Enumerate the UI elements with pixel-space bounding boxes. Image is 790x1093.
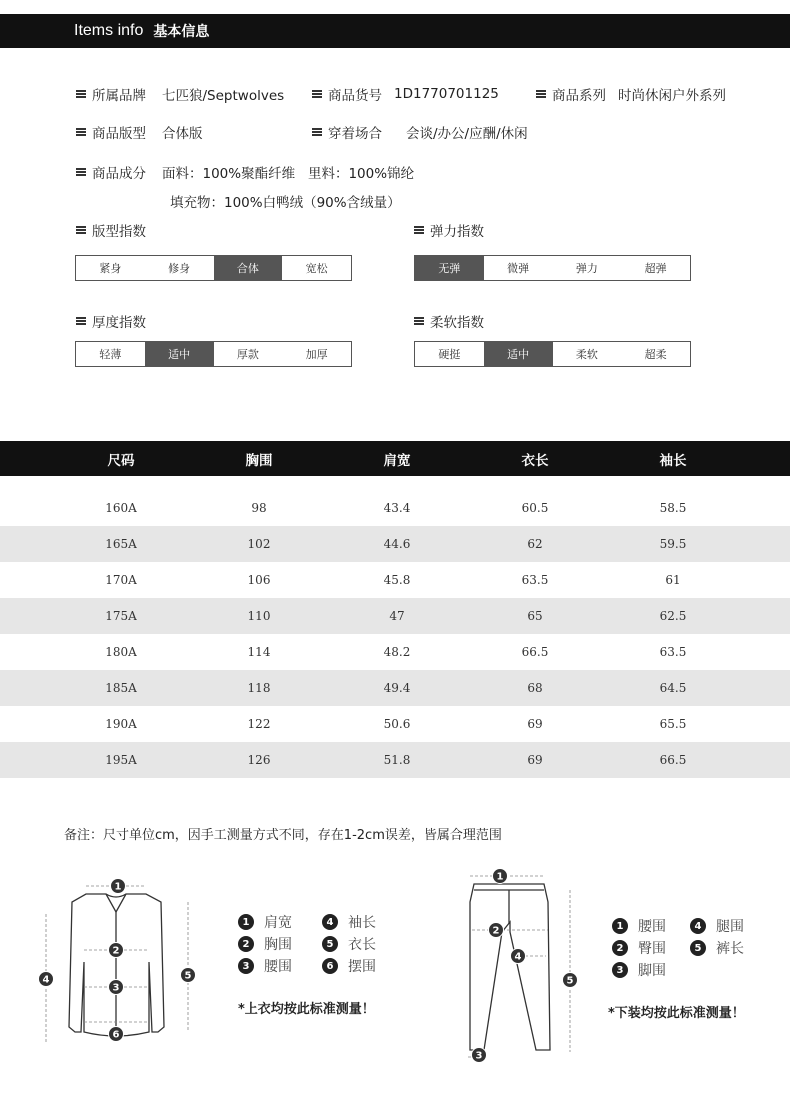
svg-text:4: 4: [514, 951, 522, 963]
table-cell: 69: [527, 717, 543, 731]
scale-option: 轻薄: [99, 348, 122, 361]
number-badge-icon: 6: [322, 958, 338, 974]
scale-option: 加厚: [305, 348, 328, 361]
table-cell: 106: [247, 573, 271, 587]
table-cell: 65: [527, 609, 543, 623]
measure-marker: [109, 980, 124, 995]
table-cell: 61: [665, 573, 681, 587]
svg-text:1: 1: [114, 881, 122, 893]
measure-marker: [511, 949, 526, 964]
legend-item: [322, 956, 376, 976]
legend-item: [690, 938, 744, 958]
legend-item: [322, 934, 376, 954]
brand-label: 所属品牌: [92, 88, 146, 104]
equals-icon: [536, 90, 546, 98]
header-length: 衣长: [521, 452, 549, 469]
table-cell: 122: [247, 717, 271, 731]
fit-value: 合体版: [162, 126, 203, 142]
table-cell: 45.8: [383, 573, 411, 587]
equals-icon: [76, 90, 86, 98]
material-line2: 填充物：100%白鸭绒（90%含绒量）: [170, 195, 401, 211]
table-cell: 102: [247, 537, 271, 551]
scale-option: 微弹: [507, 262, 530, 275]
table-cell: 110: [247, 609, 271, 623]
shirt-measurement-diagram: [36, 872, 206, 1047]
table-cell: 114: [247, 645, 271, 659]
table-cell: 51.8: [383, 753, 411, 767]
legend-label: 裤长: [716, 941, 744, 957]
svg-text:1: 1: [496, 871, 504, 883]
table-cell: 98: [251, 501, 267, 515]
header-sleeve: 袖长: [659, 452, 687, 469]
equals-icon: [414, 317, 424, 325]
table-row: [0, 526, 790, 562]
measure-marker: [111, 879, 126, 894]
table-cell: 68: [527, 681, 543, 695]
scale-option-active: 适中: [484, 342, 553, 366]
legend-label: 臀围: [638, 941, 666, 957]
legend-label: 胸围: [264, 937, 292, 953]
number-badge-icon: 5: [690, 940, 706, 956]
legend-label: 袖长: [348, 915, 376, 931]
size-table: [0, 441, 790, 778]
svg-text:2: 2: [112, 945, 120, 957]
top-standard-note: *上衣均按此标准测量！: [238, 1002, 375, 1017]
scale-option: 宽松: [305, 262, 328, 275]
measure-marker: [39, 972, 54, 987]
pants-markers: [472, 869, 578, 1063]
legend-label: 腿围: [716, 919, 744, 935]
number-badge-icon: 3: [612, 962, 628, 978]
table-cell: 118: [247, 681, 271, 695]
legend-label: 腰围: [264, 959, 292, 975]
scale-option: 柔软: [575, 348, 598, 361]
legend-item: [690, 916, 744, 936]
scale-fit-index: [75, 255, 352, 281]
legend-label: 肩宽: [264, 915, 292, 931]
table-cell: 170A: [105, 573, 137, 587]
equals-icon: [76, 317, 86, 325]
top-measure-legend: [238, 912, 398, 982]
table-cell: 66.5: [521, 645, 549, 659]
header-title-en: Items info: [74, 22, 144, 39]
info-sku: [312, 84, 499, 104]
measure-marker: [181, 968, 196, 983]
number-badge-icon: 3: [238, 958, 254, 974]
info-occasion: [312, 122, 528, 142]
header-shoulder: 肩宽: [383, 452, 411, 469]
table-cell: 62: [527, 537, 543, 551]
header-title-cn: 基本信息: [153, 24, 210, 40]
svg-text:2: 2: [492, 925, 500, 937]
table-cell: 48.2: [383, 645, 411, 659]
scale-option-active: 合体: [214, 256, 283, 280]
scale-option: 超柔: [644, 348, 667, 361]
material-label: 商品成分: [92, 166, 146, 182]
table-cell: 49.4: [383, 681, 411, 695]
series-label: 商品系列: [552, 88, 606, 104]
info-brand: [76, 84, 284, 104]
table-row: [0, 562, 790, 598]
size-table-header: [0, 441, 790, 476]
info-fit: [76, 122, 203, 142]
legend-label: 摆围: [348, 959, 376, 975]
table-cell: 175A: [105, 609, 137, 623]
svg-text:3: 3: [112, 982, 120, 994]
equals-icon: [76, 128, 86, 136]
scale-option: 超弹: [644, 262, 667, 275]
material-line1: 面料：100%聚酯纤维 里料：100%锦纶: [162, 166, 415, 182]
table-row: [0, 670, 790, 706]
shirt-outline: [69, 894, 164, 1036]
table-row: [0, 742, 790, 778]
legend-item: [238, 912, 292, 932]
number-badge-icon: 5: [322, 936, 338, 952]
header-chest: 胸围: [245, 452, 273, 469]
series-value: 时尚休闲户外系列: [618, 88, 726, 104]
table-cell: 69: [527, 753, 543, 767]
legend-label: 腰围: [638, 919, 666, 935]
measure-marker: [109, 943, 124, 958]
scale-title-fit: 版型指数: [76, 220, 146, 240]
table-cell: 126: [247, 753, 271, 767]
svg-text:6: 6: [112, 1029, 120, 1041]
info-series: [536, 84, 726, 104]
legend-label: 衣长: [348, 937, 376, 953]
legend-item: [612, 960, 666, 980]
measurement-note: 备注：尺寸单位cm，因手工测量方式不同，存在1-2cm误差，皆属合理范围: [64, 828, 502, 843]
brand-value: 七匹狼/Septwolves: [162, 88, 285, 104]
table-cell: 64.5: [659, 681, 687, 695]
occasion-label: 穿着场合: [328, 126, 382, 142]
legend-item: [238, 934, 292, 954]
header-size: 尺码: [107, 452, 135, 469]
legend-item: [612, 916, 666, 936]
table-cell: 63.5: [521, 573, 549, 587]
number-badge-icon: 4: [322, 914, 338, 930]
equals-icon: [414, 226, 424, 234]
table-cell: 43.4: [383, 501, 411, 515]
pants-outline: [470, 884, 550, 1050]
fit-label: 商品版型: [92, 126, 146, 142]
occasion-value: 会谈/办公/应酬/休闲: [406, 126, 528, 142]
table-cell: 50.6: [383, 717, 411, 731]
bottom-measure-legend: [612, 916, 772, 986]
table-cell: 160A: [105, 501, 137, 515]
scale-title-thickness: 厚度指数: [76, 311, 146, 331]
section-header-items-info: [0, 14, 790, 48]
scale-option: 弹力: [575, 262, 598, 275]
measure-marker: [109, 1027, 124, 1042]
svg-text:4: 4: [42, 974, 50, 986]
table-cell: 47: [389, 609, 405, 623]
number-badge-icon: 2: [612, 940, 628, 956]
measure-marker: [563, 973, 578, 988]
legend-label: 脚围: [638, 963, 666, 979]
bottom-standard-note: *下装均按此标准测量！: [608, 1006, 745, 1021]
info-material: [76, 162, 414, 182]
measure-marker: [493, 869, 508, 884]
sku-label: 商品货号: [328, 88, 382, 104]
measure-marker: [489, 923, 504, 938]
table-cell: 62.5: [659, 609, 687, 623]
table-row: [0, 490, 790, 526]
table-cell: 195A: [105, 753, 137, 767]
info-material-line2: [170, 191, 401, 211]
legend-item: [238, 956, 292, 976]
legend-item: [322, 912, 376, 932]
svg-text:3: 3: [475, 1050, 483, 1062]
number-badge-icon: 1: [612, 918, 628, 934]
table-cell: 59.5: [659, 537, 687, 551]
equals-icon: [312, 128, 322, 136]
number-badge-icon: 4: [690, 918, 706, 934]
scale-title-softness: 柔软指数: [414, 311, 484, 331]
table-cell: 65.5: [659, 717, 687, 731]
table-cell: 44.6: [383, 537, 411, 551]
scale-option: 紧身: [99, 262, 122, 275]
scale-option-active: 适中: [145, 342, 214, 366]
svg-text:5: 5: [184, 970, 192, 982]
measure-marker: [472, 1048, 487, 1063]
equals-icon: [76, 168, 86, 176]
table-cell: 60.5: [521, 501, 549, 515]
table-cell: 165A: [105, 537, 137, 551]
table-cell: 190A: [105, 717, 137, 731]
table-row: [0, 706, 790, 742]
scale-title-elasticity: 弹力指数: [414, 220, 484, 240]
svg-text:5: 5: [566, 975, 574, 987]
table-cell: 63.5: [659, 645, 687, 659]
table-cell: 58.5: [659, 501, 687, 515]
scale-option-active: 无弹: [415, 256, 484, 280]
table-cell: 66.5: [659, 753, 687, 767]
number-badge-icon: 2: [238, 936, 254, 952]
scale-thickness-index: [75, 341, 352, 367]
equals-icon: [76, 226, 86, 234]
table-row: [0, 634, 790, 670]
table-cell: 185A: [105, 681, 137, 695]
legend-item: [612, 938, 666, 958]
sku-value: 1D1770701125: [394, 86, 499, 102]
scale-option: 修身: [168, 262, 191, 275]
pants-measurement-diagram: [460, 862, 590, 1062]
shirt-markers: [39, 879, 196, 1042]
scale-elasticity-index: [414, 255, 691, 281]
scale-option: 硬挺: [438, 348, 461, 361]
scale-option: 厚款: [236, 348, 259, 361]
scale-softness-index: [414, 341, 691, 367]
number-badge-icon: 1: [238, 914, 254, 930]
table-row: [0, 598, 790, 634]
equals-icon: [312, 90, 322, 98]
table-cell: 180A: [105, 645, 137, 659]
